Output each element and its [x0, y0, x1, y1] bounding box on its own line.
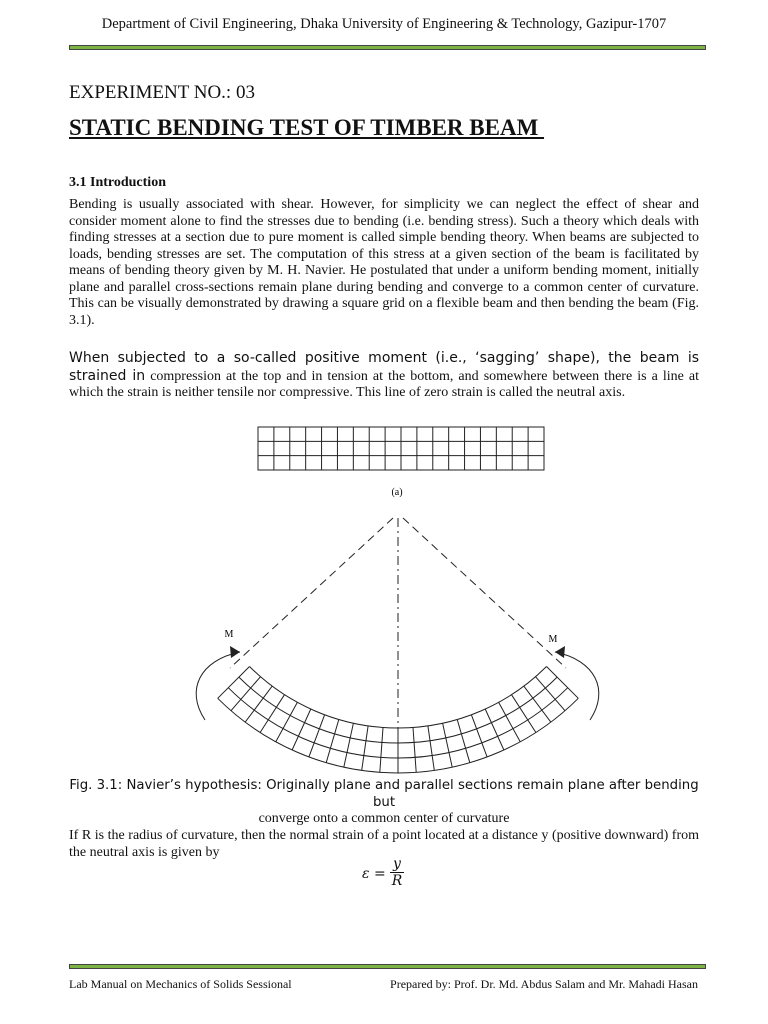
figure-label-a: (a) — [391, 487, 403, 498]
header-rule — [69, 45, 706, 50]
neutral-axis-paragraph-line1: When subjected to a so-called positive moment (i.e., ‘sagging’ shape), the beam is strained in — [69, 350, 699, 384]
section-heading: 3.1 Introduction — [69, 175, 166, 190]
formula-fraction — [390, 856, 404, 889]
bent-grid-radial — [428, 726, 434, 771]
neutral-axis-paragraph — [69, 350, 699, 402]
strain-formula — [340, 856, 430, 896]
bent-grid-radial — [471, 715, 487, 757]
moment-label-right: M — [548, 634, 558, 645]
right-moment-arrowhead — [555, 646, 565, 658]
formula-denominator: R — [391, 873, 403, 889]
experiment-number: EXPERIMENT NO.: 03 — [69, 82, 255, 103]
page-header: Department of Civil Engineering, Dhaka University of Engineering & Technology, Gazipur-1707 — [101, 16, 667, 32]
neutral-axis-paragraph-rest: compression at the top and in tension at the bottom, and somewhere between there is a line at which the strain is neither tensile nor compressive. This line of zero strain is called the neutral axis. — [69, 368, 699, 400]
bent-grid-radial — [231, 677, 261, 711]
moment-label-left: M — [224, 629, 234, 640]
bent-grid-radial — [443, 723, 453, 767]
bent-grid-radial — [457, 720, 470, 763]
figure-navier-hypothesis — [0, 415, 768, 775]
straight-beam-grid — [258, 427, 544, 470]
left-radius-line — [230, 518, 393, 668]
bent-grid-radial — [524, 686, 551, 722]
intro-paragraph: Bending is usually associated with shear. However, for simplicity we can neglect the effect of shear and consider moment alone to find the stresses due to bending (i.e. bending stress). Such a theory which deals with finding stresses at a section due to pure moment is called simple bending theory. When beams are subjected to loads, bending stresses are set. The computation of this stress at a given section of the beam is facilitated by means of bending theory given by M. H. Navier. He postulated that under a uniform bending moment, initially plane and parallel cross-sections remain plane during bending and converge to a common center of curvature. This can be visually demonstrated by drawing a square grid on a flexible beam and then bending the beam (Fig. 3.1). — [69, 197, 699, 328]
bent-grid-radial — [380, 728, 383, 773]
figure-caption-line2: converge onto a common center of curvature — [258, 811, 510, 826]
formula-lhs: ε = — [362, 866, 386, 882]
left-moment-arrow — [196, 652, 240, 720]
footer-left: Lab Manual on Mechanics of Solids Sessional — [69, 977, 292, 991]
strain-paragraph: If R is the radius of curvature, then the normal strain of a point located at a distance y (positive downward) from the neutral axis is given by — [69, 828, 699, 860]
bent-grid-radial — [344, 723, 354, 767]
figure-caption — [69, 778, 699, 828]
footer-right: Prepared by: Prof. Dr. Md. Abdus Salam and Mr. Mahadi Hasan — [390, 977, 698, 991]
bent-grid-radial — [499, 702, 521, 742]
footer-rule — [69, 964, 706, 969]
page-title: STATIC BENDING TEST OF TIMBER BEAM — [69, 115, 545, 140]
bent-beam-grid — [218, 667, 579, 774]
bent-grid-radial — [485, 709, 504, 750]
bent-grid-radial — [292, 709, 311, 750]
left-moment-arrowhead — [230, 646, 240, 658]
bent-grid-radial — [362, 726, 368, 771]
bent-grid-radial — [260, 695, 284, 733]
bent-grid-radial — [413, 728, 416, 773]
bent-grid-radial — [276, 702, 298, 742]
figure-caption-line1: Fig. 3.1: Navier’s hypothesis: Originally plane and parallel sections remain plane after bending but — [69, 778, 699, 810]
right-moment-arrow — [555, 652, 599, 720]
right-radius-line — [403, 518, 566, 668]
bent-grid-radial — [309, 715, 325, 757]
bent-grid-radial — [245, 686, 272, 722]
bent-grid-radial — [536, 677, 566, 711]
bent-grid-radial — [512, 695, 536, 733]
formula-numerator: y — [393, 856, 401, 872]
bent-grid-radial — [326, 720, 339, 763]
